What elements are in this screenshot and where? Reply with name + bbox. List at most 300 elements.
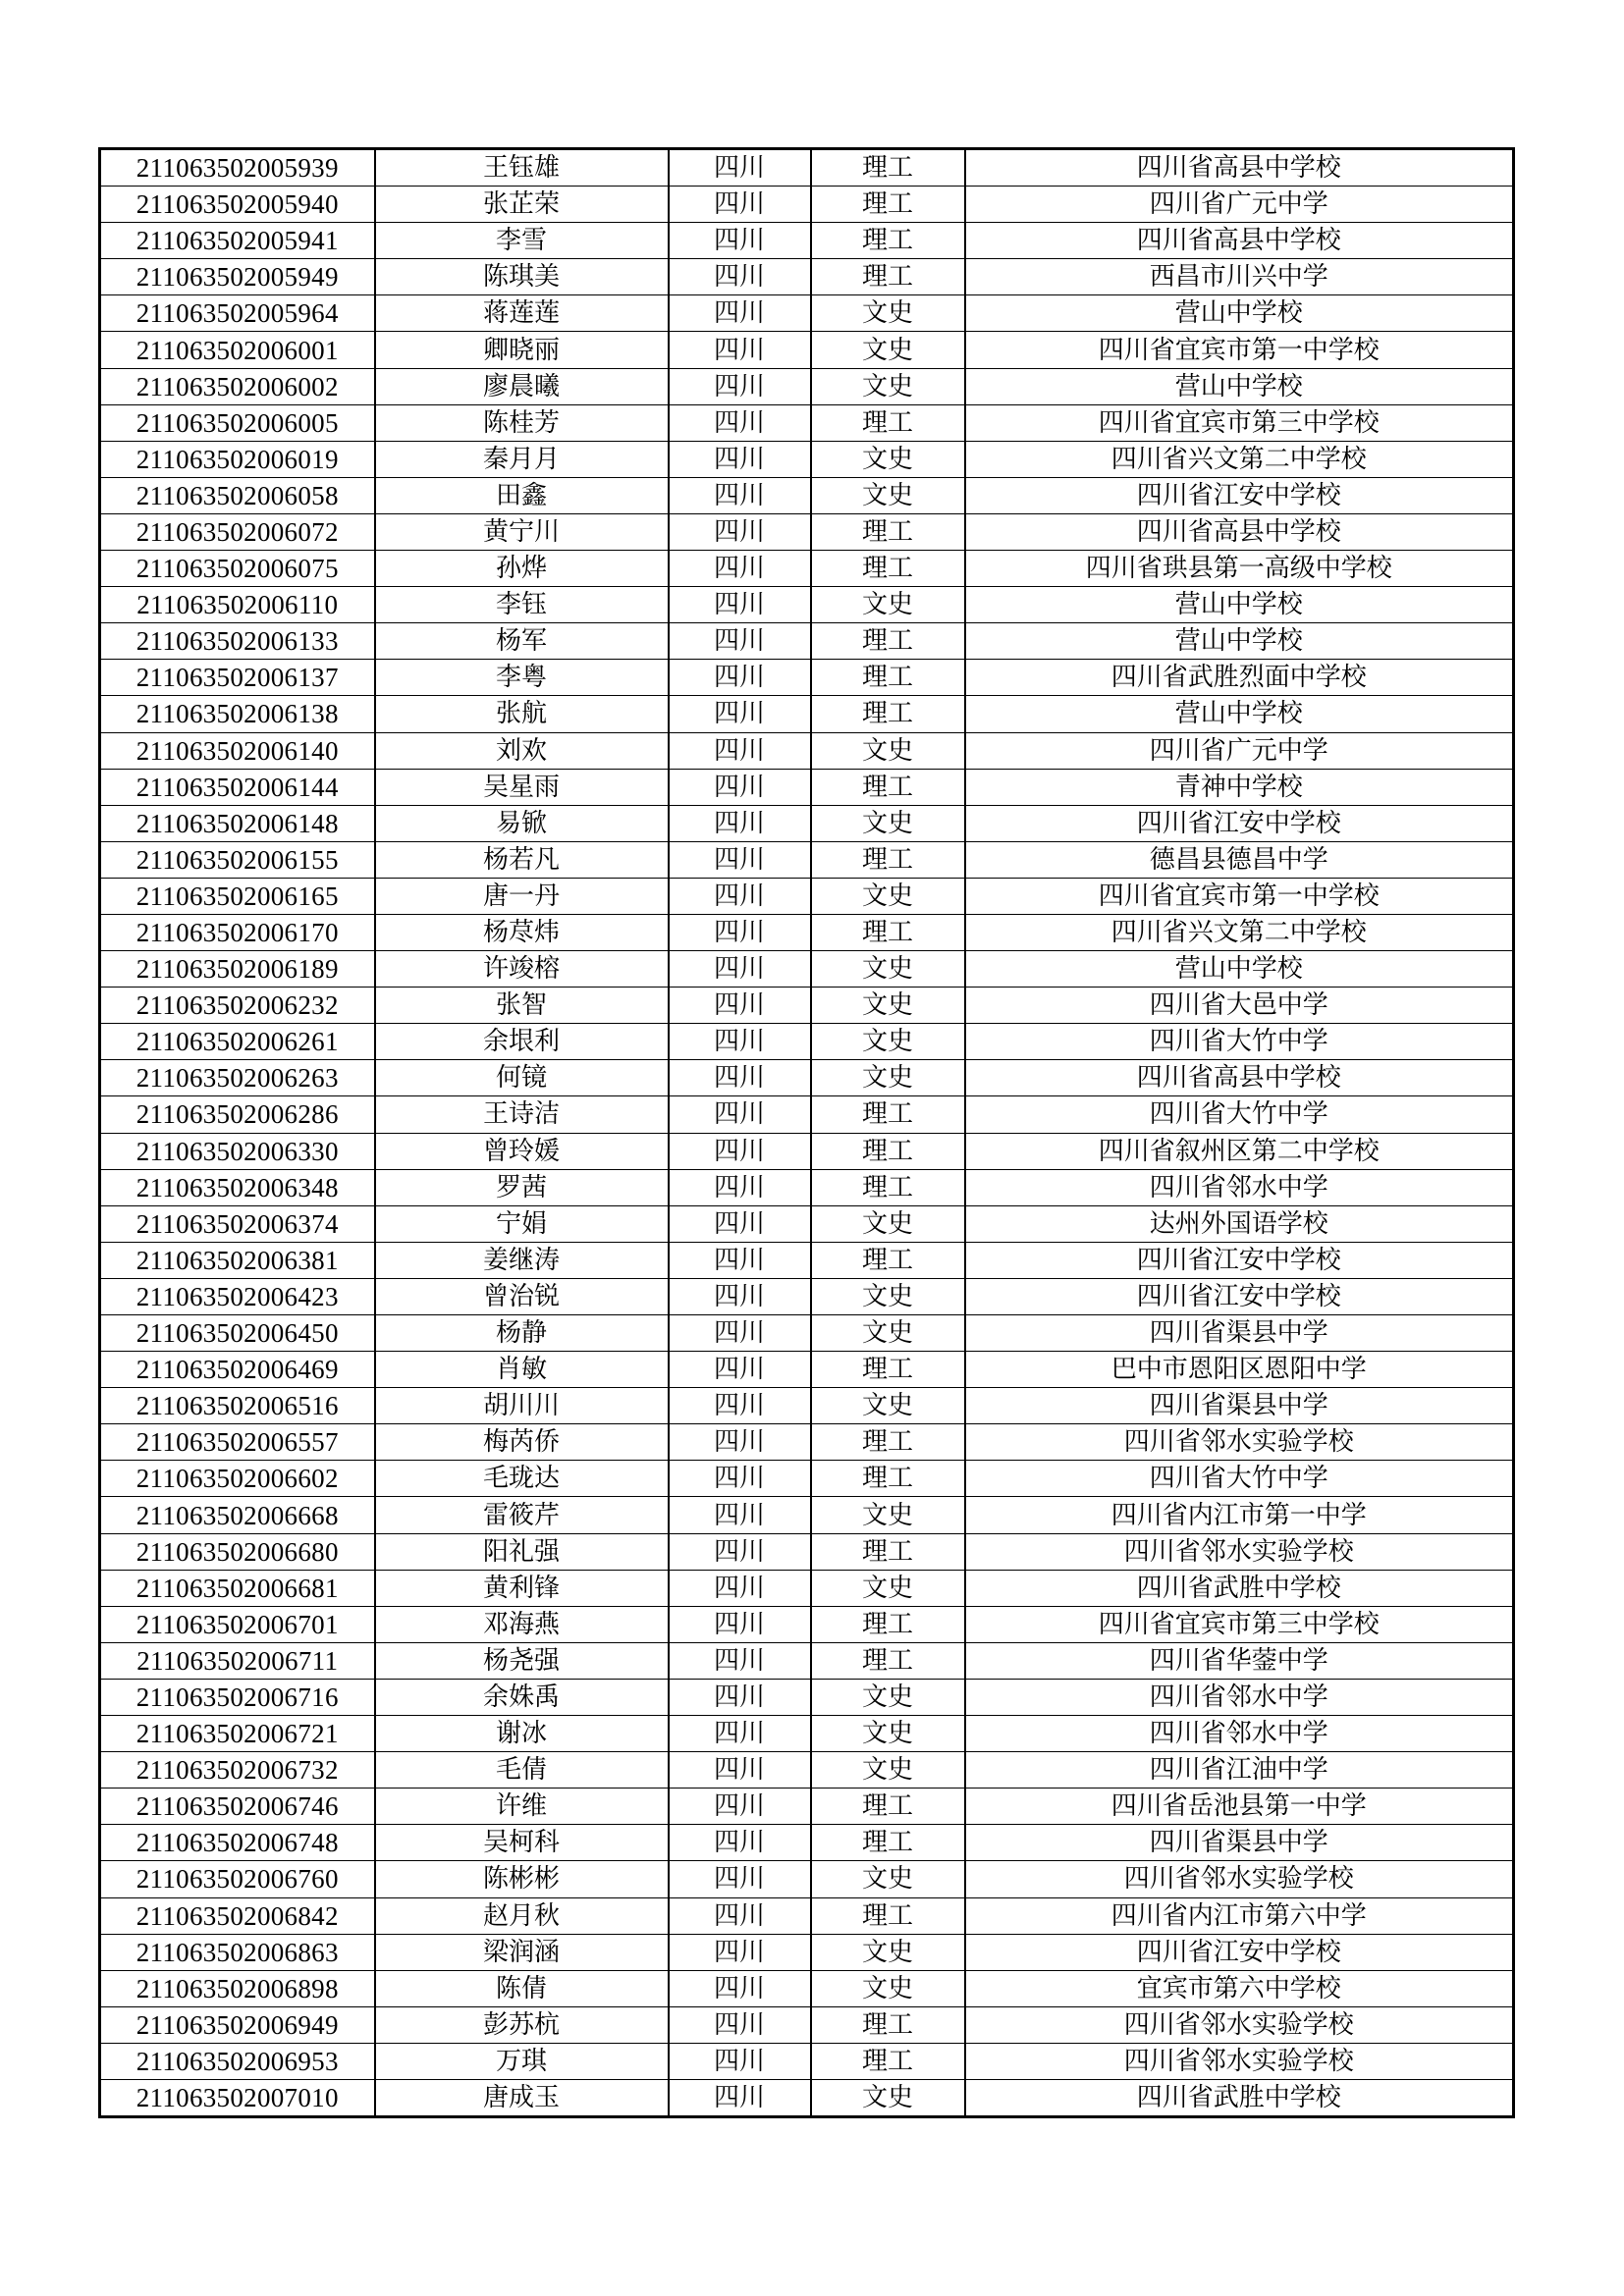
province-cell: 四川: [669, 587, 811, 623]
school-name-cell: 四川省高县中学校: [965, 1060, 1514, 1096]
province-cell: 四川: [669, 2006, 811, 2043]
subject-category-cell: 理工: [811, 660, 965, 696]
student-name-cell: 唐一丹: [375, 878, 669, 914]
subject-category-cell: 理工: [811, 2006, 965, 2043]
school-name-cell: 四川省珙县第一高级中学校: [965, 551, 1514, 587]
subject-category-cell: 文史: [811, 332, 965, 368]
table-row: [100, 623, 1514, 660]
exam-id-cell: 211063502006746: [100, 1789, 375, 1825]
subject-category-cell: 文史: [811, 441, 965, 477]
student-name-cell: 邓海燕: [375, 1606, 669, 1642]
exam-id-cell: 211063502006001: [100, 332, 375, 368]
exam-id-cell: 211063502006348: [100, 1169, 375, 1205]
student-name-cell: 陈彬彬: [375, 1861, 669, 1897]
school-name-cell: 四川省江安中学校: [965, 805, 1514, 841]
exam-id-cell: 211063502006602: [100, 1461, 375, 1497]
school-name-cell: 四川省江安中学校: [965, 477, 1514, 513]
table-row: [100, 696, 1514, 732]
student-name-cell: 黄利锋: [375, 1570, 669, 1606]
exam-id-cell: 211063502006842: [100, 1897, 375, 1934]
student-name-cell: 刘欢: [375, 732, 669, 769]
table-row: [100, 1278, 1514, 1314]
exam-id-cell: 211063502006261: [100, 1024, 375, 1060]
student-name-cell: 彭苏杭: [375, 2006, 669, 2043]
exam-id-cell: 211063502006668: [100, 1497, 375, 1533]
table-row: [100, 660, 1514, 696]
subject-category-cell: 理工: [811, 1096, 965, 1133]
exam-id-cell: 211063502006681: [100, 1570, 375, 1606]
student-name-cell: 蒋莲莲: [375, 295, 669, 332]
table-row: [100, 1861, 1514, 1897]
student-name-cell: 杨荩炜: [375, 914, 669, 950]
school-name-cell: 四川省邻水实验学校: [965, 1533, 1514, 1570]
student-name-cell: 余姝禹: [375, 1679, 669, 1715]
student-name-cell: 王钰雄: [375, 149, 669, 187]
province-cell: 四川: [669, 1752, 811, 1789]
table-row: [100, 769, 1514, 805]
student-name-cell: 雷筱芹: [375, 1497, 669, 1533]
province-cell: 四川: [669, 732, 811, 769]
table-row: [100, 2043, 1514, 2079]
school-name-cell: 四川省邻水中学: [965, 1169, 1514, 1205]
student-name-cell: 万琪: [375, 2043, 669, 2079]
subject-category-cell: 文史: [811, 1205, 965, 1242]
table-row: [100, 441, 1514, 477]
table-row: [100, 1497, 1514, 1533]
table-body: [100, 149, 1514, 2117]
school-name-cell: 四川省高县中学校: [965, 223, 1514, 259]
province-cell: 四川: [669, 1497, 811, 1533]
school-name-cell: 四川省江油中学: [965, 1752, 1514, 1789]
table-row: [100, 1570, 1514, 1606]
province-cell: 四川: [669, 1789, 811, 1825]
subject-category-cell: 理工: [811, 1242, 965, 1278]
exam-id-cell: 211063502006002: [100, 368, 375, 404]
school-name-cell: 四川省江安中学校: [965, 1242, 1514, 1278]
student-name-cell: 杨尧强: [375, 1642, 669, 1679]
table-row: [100, 149, 1514, 187]
school-name-cell: 四川省邻水实验学校: [965, 2006, 1514, 2043]
exam-id-cell: 211063502006144: [100, 769, 375, 805]
student-name-cell: 秦月月: [375, 441, 669, 477]
school-name-cell: 四川省大竹中学: [965, 1024, 1514, 1060]
school-name-cell: 四川省岳池县第一中学: [965, 1789, 1514, 1825]
school-name-cell: 四川省高县中学校: [965, 149, 1514, 187]
school-name-cell: 四川省江安中学校: [965, 1934, 1514, 1970]
admission-list-table: [98, 147, 1515, 2118]
province-cell: 四川: [669, 805, 811, 841]
subject-category-cell: 理工: [811, 1424, 965, 1461]
student-name-cell: 许维: [375, 1789, 669, 1825]
table-row: [100, 1825, 1514, 1861]
school-name-cell: 四川省武胜中学校: [965, 1570, 1514, 1606]
province-cell: 四川: [669, 1242, 811, 1278]
subject-category-cell: 理工: [811, 187, 965, 223]
subject-category-cell: 文史: [811, 1315, 965, 1352]
student-name-cell: 杨若凡: [375, 841, 669, 878]
school-name-cell: 四川省大竹中学: [965, 1461, 1514, 1497]
province-cell: 四川: [669, 259, 811, 295]
province-cell: 四川: [669, 1024, 811, 1060]
table-row: [100, 1716, 1514, 1752]
subject-category-cell: 理工: [811, 1533, 965, 1570]
subject-category-cell: 文史: [811, 1679, 965, 1715]
exam-id-cell: 211063502006716: [100, 1679, 375, 1715]
table-row: [100, 1060, 1514, 1096]
table-row: [100, 805, 1514, 841]
student-name-cell: 曾玲媛: [375, 1133, 669, 1169]
school-name-cell: 四川省邻水实验学校: [965, 1861, 1514, 1897]
subject-category-cell: 文史: [811, 1060, 965, 1096]
subject-category-cell: 理工: [811, 1606, 965, 1642]
exam-id-cell: 211063502006165: [100, 878, 375, 914]
school-name-cell: 四川省江安中学校: [965, 1278, 1514, 1314]
table-row: [100, 841, 1514, 878]
province-cell: 四川: [669, 1642, 811, 1679]
exam-id-cell: 211063502006286: [100, 1096, 375, 1133]
province-cell: 四川: [669, 841, 811, 878]
exam-id-cell: 211063502006170: [100, 914, 375, 950]
province-cell: 四川: [669, 295, 811, 332]
table-row: [100, 1388, 1514, 1424]
exam-id-cell: 211063502006949: [100, 2006, 375, 2043]
province-cell: 四川: [669, 914, 811, 950]
exam-id-cell: 211063502006381: [100, 1242, 375, 1278]
province-cell: 四川: [669, 1352, 811, 1388]
student-name-cell: 杨静: [375, 1315, 669, 1352]
school-name-cell: 四川省武胜烈面中学校: [965, 660, 1514, 696]
province-cell: 四川: [669, 404, 811, 441]
subject-category-cell: 文史: [811, 2079, 965, 2116]
exam-id-cell: 211063502006732: [100, 1752, 375, 1789]
student-name-cell: 毛倩: [375, 1752, 669, 1789]
province-cell: 四川: [669, 951, 811, 988]
school-name-cell: 西昌市川兴中学: [965, 259, 1514, 295]
school-name-cell: 营山中学校: [965, 368, 1514, 404]
exam-id-cell: 211063502006075: [100, 551, 375, 587]
student-name-cell: 李粤: [375, 660, 669, 696]
school-name-cell: 营山中学校: [965, 587, 1514, 623]
table-row: [100, 1169, 1514, 1205]
student-name-cell: 余垠利: [375, 1024, 669, 1060]
school-name-cell: 营山中学校: [965, 623, 1514, 660]
exam-id-cell: 211063502006133: [100, 623, 375, 660]
exam-id-cell: 211063502006140: [100, 732, 375, 769]
student-name-cell: 张芷荣: [375, 187, 669, 223]
exam-id-cell: 211063502006155: [100, 841, 375, 878]
subject-category-cell: 理工: [811, 696, 965, 732]
province-cell: 四川: [669, 1825, 811, 1861]
exam-id-cell: 211063502006760: [100, 1861, 375, 1897]
province-cell: 四川: [669, 1169, 811, 1205]
province-cell: 四川: [669, 1716, 811, 1752]
subject-category-cell: 文史: [811, 988, 965, 1024]
table-row: [100, 914, 1514, 950]
student-name-cell: 曾治锐: [375, 1278, 669, 1314]
province-cell: 四川: [669, 1133, 811, 1169]
province-cell: 四川: [669, 660, 811, 696]
student-name-cell: 杨军: [375, 623, 669, 660]
school-name-cell: 巴中市恩阳区恩阳中学: [965, 1352, 1514, 1388]
province-cell: 四川: [669, 332, 811, 368]
subject-category-cell: 文史: [811, 1278, 965, 1314]
table-row: [100, 1533, 1514, 1570]
subject-category-cell: 理工: [811, 1642, 965, 1679]
exam-id-cell: 211063502006680: [100, 1533, 375, 1570]
province-cell: 四川: [669, 1096, 811, 1133]
exam-id-cell: 211063502006701: [100, 1606, 375, 1642]
exam-id-cell: 211063502006469: [100, 1352, 375, 1388]
province-cell: 四川: [669, 878, 811, 914]
school-name-cell: 四川省武胜中学校: [965, 2079, 1514, 2116]
subject-category-cell: 文史: [811, 1497, 965, 1533]
table-row: [100, 1024, 1514, 1060]
exam-id-cell: 211063502006863: [100, 1934, 375, 1970]
subject-category-cell: 理工: [811, 841, 965, 878]
exam-id-cell: 211063502006721: [100, 1716, 375, 1752]
exam-id-cell: 211063502006189: [100, 951, 375, 988]
table-row: [100, 1679, 1514, 1715]
exam-id-cell: 211063502006110: [100, 587, 375, 623]
school-name-cell: 四川省邻水实验学校: [965, 1424, 1514, 1461]
school-name-cell: 四川省叙州区第二中学校: [965, 1133, 1514, 1169]
province-cell: 四川: [669, 441, 811, 477]
subject-category-cell: 文史: [811, 805, 965, 841]
subject-category-cell: 文史: [811, 587, 965, 623]
exam-id-cell: 211063502006557: [100, 1424, 375, 1461]
subject-category-cell: 文史: [811, 878, 965, 914]
school-name-cell: 四川省大竹中学: [965, 1096, 1514, 1133]
province-cell: 四川: [669, 2079, 811, 2116]
exam-id-cell: 211063502006330: [100, 1133, 375, 1169]
school-name-cell: 青神中学校: [965, 769, 1514, 805]
student-name-cell: 李雪: [375, 223, 669, 259]
student-name-cell: 罗茜: [375, 1169, 669, 1205]
school-name-cell: 四川省兴文第二中学校: [965, 441, 1514, 477]
table-row: [100, 404, 1514, 441]
exam-id-cell: 211063502006516: [100, 1388, 375, 1424]
table-row: [100, 732, 1514, 769]
table-row: [100, 587, 1514, 623]
subject-category-cell: 理工: [811, 551, 965, 587]
table-row: [100, 551, 1514, 587]
subject-category-cell: 理工: [811, 149, 965, 187]
province-cell: 四川: [669, 149, 811, 187]
student-name-cell: 陈琪美: [375, 259, 669, 295]
subject-category-cell: 理工: [811, 1461, 965, 1497]
school-name-cell: 营山中学校: [965, 295, 1514, 332]
table-row: [100, 988, 1514, 1024]
school-name-cell: 四川省高县中学校: [965, 513, 1514, 550]
table-row: [100, 1606, 1514, 1642]
table-row: [100, 368, 1514, 404]
student-name-cell: 廖晨曦: [375, 368, 669, 404]
exam-id-cell: 211063502006019: [100, 441, 375, 477]
school-name-cell: 达州外国语学校: [965, 1205, 1514, 1242]
province-cell: 四川: [669, 1388, 811, 1424]
table-row: [100, 259, 1514, 295]
exam-id-cell: 211063502006148: [100, 805, 375, 841]
subject-category-cell: 理工: [811, 1897, 965, 1934]
table-row: [100, 1642, 1514, 1679]
exam-id-cell: 211063502006138: [100, 696, 375, 732]
school-name-cell: 四川省渠县中学: [965, 1825, 1514, 1861]
subject-category-cell: 理工: [811, 1133, 965, 1169]
table-row: [100, 1133, 1514, 1169]
subject-category-cell: 理工: [811, 769, 965, 805]
subject-category-cell: 理工: [811, 223, 965, 259]
province-cell: 四川: [669, 1278, 811, 1314]
table-row: [100, 2006, 1514, 2043]
subject-category-cell: 理工: [811, 914, 965, 950]
student-name-cell: 赵月秋: [375, 1897, 669, 1934]
table-row: [100, 1096, 1514, 1133]
table-row: [100, 1461, 1514, 1497]
exam-id-cell: 211063502006232: [100, 988, 375, 1024]
province-cell: 四川: [669, 1606, 811, 1642]
student-name-cell: 胡川川: [375, 1388, 669, 1424]
subject-category-cell: 文史: [811, 1970, 965, 2006]
province-cell: 四川: [669, 1934, 811, 1970]
table-row: [100, 1897, 1514, 1934]
province-cell: 四川: [669, 477, 811, 513]
exam-id-cell: 211063502005949: [100, 259, 375, 295]
exam-id-cell: 211063502006137: [100, 660, 375, 696]
subject-category-cell: 理工: [811, 259, 965, 295]
school-name-cell: 四川省渠县中学: [965, 1315, 1514, 1352]
exam-id-cell: 211063502006450: [100, 1315, 375, 1352]
province-cell: 四川: [669, 1533, 811, 1570]
subject-category-cell: 文史: [811, 732, 965, 769]
subject-category-cell: 理工: [811, 404, 965, 441]
school-name-cell: 四川省大邑中学: [965, 988, 1514, 1024]
exam-id-cell: 211063502006058: [100, 477, 375, 513]
province-cell: 四川: [669, 1970, 811, 2006]
table-row: [100, 1752, 1514, 1789]
school-name-cell: 宜宾市第六中学校: [965, 1970, 1514, 2006]
table-row: [100, 1205, 1514, 1242]
subject-category-cell: 理工: [811, 2043, 965, 2079]
subject-category-cell: 文史: [811, 295, 965, 332]
student-name-cell: 谢冰: [375, 1716, 669, 1752]
school-name-cell: 德昌县德昌中学: [965, 841, 1514, 878]
student-name-cell: 肖敏: [375, 1352, 669, 1388]
province-cell: 四川: [669, 1060, 811, 1096]
student-name-cell: 卿晓丽: [375, 332, 669, 368]
province-cell: 四川: [669, 513, 811, 550]
student-name-cell: 梁润涵: [375, 1934, 669, 1970]
school-name-cell: 四川省邻水中学: [965, 1716, 1514, 1752]
province-cell: 四川: [669, 1897, 811, 1934]
subject-category-cell: 文史: [811, 1024, 965, 1060]
subject-category-cell: 理工: [811, 623, 965, 660]
table-row: [100, 1789, 1514, 1825]
table-row: [100, 332, 1514, 368]
province-cell: 四川: [669, 368, 811, 404]
table-row: [100, 1242, 1514, 1278]
table-row: [100, 2079, 1514, 2116]
student-name-cell: 张航: [375, 696, 669, 732]
subject-category-cell: 理工: [811, 1352, 965, 1388]
student-name-cell: 黄宁川: [375, 513, 669, 550]
student-name-cell: 姜继涛: [375, 1242, 669, 1278]
student-name-cell: 吴星雨: [375, 769, 669, 805]
student-name-cell: 梅芮侨: [375, 1424, 669, 1461]
school-name-cell: 四川省华蓥中学: [965, 1642, 1514, 1679]
school-name-cell: 四川省宜宾市第三中学校: [965, 1606, 1514, 1642]
student-name-cell: 田鑫: [375, 477, 669, 513]
student-name-cell: 王诗洁: [375, 1096, 669, 1133]
subject-category-cell: 文史: [811, 1570, 965, 1606]
student-name-cell: 吴柯科: [375, 1825, 669, 1861]
subject-category-cell: 文史: [811, 477, 965, 513]
school-name-cell: 四川省宜宾市第一中学校: [965, 332, 1514, 368]
student-name-cell: 张智: [375, 988, 669, 1024]
province-cell: 四川: [669, 696, 811, 732]
student-name-cell: 阳礼强: [375, 1533, 669, 1570]
subject-category-cell: 理工: [811, 1169, 965, 1205]
school-name-cell: 营山中学校: [965, 951, 1514, 988]
subject-category-cell: 文史: [811, 1861, 965, 1897]
exam-id-cell: 211063502006711: [100, 1642, 375, 1679]
province-cell: 四川: [669, 1424, 811, 1461]
province-cell: 四川: [669, 223, 811, 259]
table-row: [100, 295, 1514, 332]
exam-id-cell: 211063502006263: [100, 1060, 375, 1096]
student-name-cell: 何镜: [375, 1060, 669, 1096]
student-name-cell: 李钰: [375, 587, 669, 623]
exam-id-cell: 211063502006005: [100, 404, 375, 441]
subject-category-cell: 文史: [811, 368, 965, 404]
school-name-cell: 四川省宜宾市第一中学校: [965, 878, 1514, 914]
table-row: [100, 513, 1514, 550]
school-name-cell: 四川省邻水实验学校: [965, 2043, 1514, 2079]
exam-id-cell: 211063502006423: [100, 1278, 375, 1314]
subject-category-cell: 文史: [811, 951, 965, 988]
student-name-cell: 陈桂芳: [375, 404, 669, 441]
table-row: [100, 187, 1514, 223]
school-name-cell: 四川省渠县中学: [965, 1388, 1514, 1424]
subject-category-cell: 文史: [811, 1716, 965, 1752]
subject-category-cell: 文史: [811, 1388, 965, 1424]
table-row: [100, 223, 1514, 259]
student-name-cell: 易锨: [375, 805, 669, 841]
exam-id-cell: 211063502006072: [100, 513, 375, 550]
exam-id-cell: 211063502006374: [100, 1205, 375, 1242]
student-name-cell: 毛珑达: [375, 1461, 669, 1497]
province-cell: 四川: [669, 551, 811, 587]
province-cell: 四川: [669, 1205, 811, 1242]
subject-category-cell: 理工: [811, 513, 965, 550]
table-row: [100, 1315, 1514, 1352]
subject-category-cell: 理工: [811, 1789, 965, 1825]
province-cell: 四川: [669, 1679, 811, 1715]
province-cell: 四川: [669, 1570, 811, 1606]
table-row: [100, 878, 1514, 914]
student-name-cell: 宁娟: [375, 1205, 669, 1242]
province-cell: 四川: [669, 1461, 811, 1497]
school-name-cell: 四川省宜宾市第三中学校: [965, 404, 1514, 441]
school-name-cell: 四川省内江市第六中学: [965, 1897, 1514, 1934]
exam-id-cell: 211063502006898: [100, 1970, 375, 2006]
table-row: [100, 951, 1514, 988]
table-row: [100, 1352, 1514, 1388]
student-name-cell: 许竣榕: [375, 951, 669, 988]
exam-id-cell: 211063502005939: [100, 149, 375, 187]
school-name-cell: 营山中学校: [965, 696, 1514, 732]
province-cell: 四川: [669, 988, 811, 1024]
exam-id-cell: 211063502006953: [100, 2043, 375, 2079]
